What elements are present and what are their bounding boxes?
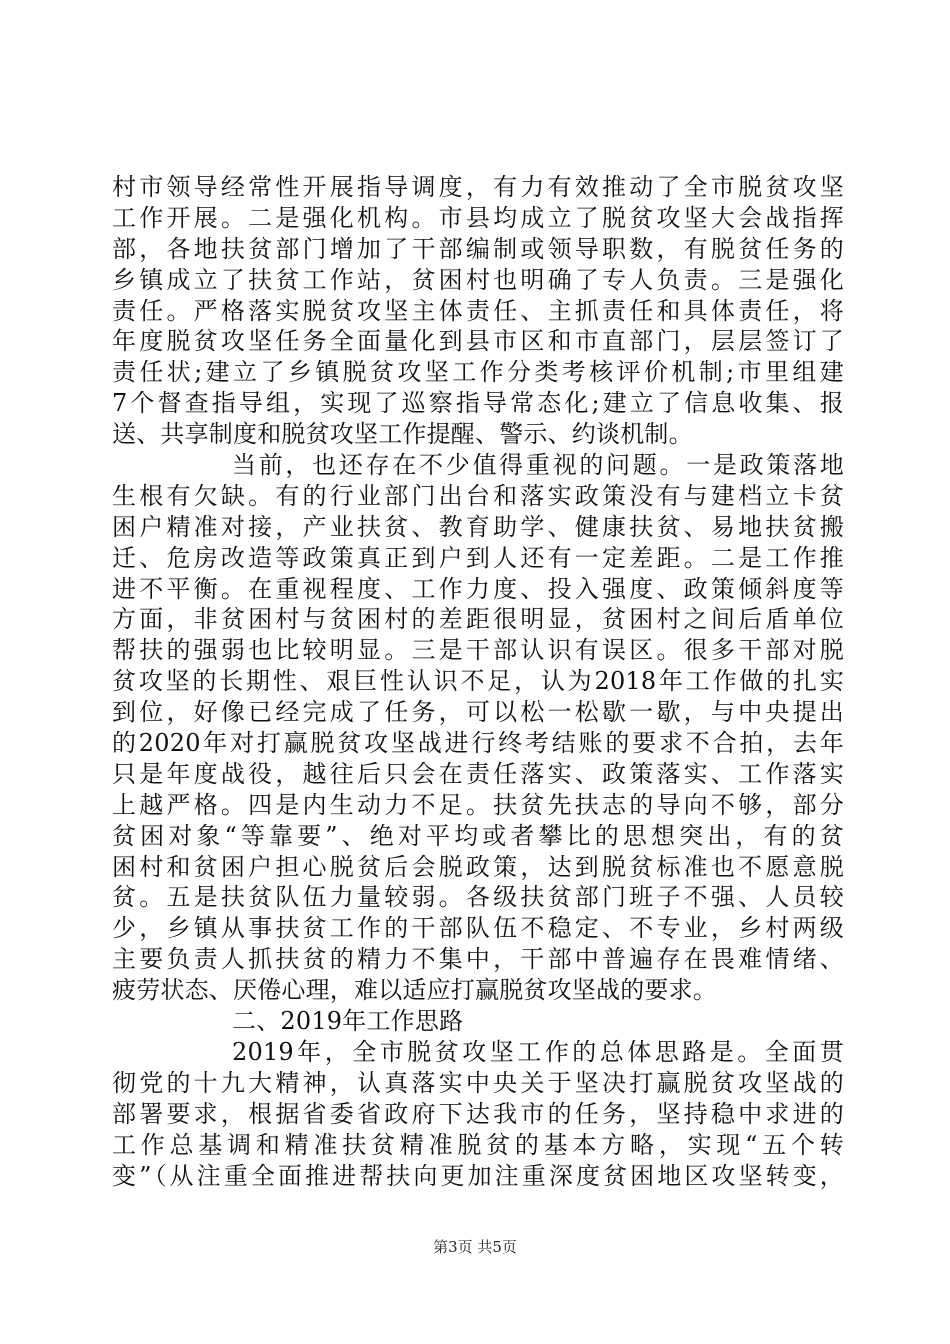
paragraph-1 — [112, 172, 844, 450]
text-line: 少，乡镇从事扶贫工作的干部队伍不稳定、不专业，乡村两级 — [112, 914, 844, 943]
text-line: 贫。五是扶贫队伍力量较弱。各级扶贫部门班子不强、人员较 — [112, 883, 844, 912]
text-line: 困村和贫困户担心脱贫后会脱政策，达到脱贫标准也不愿意脱 — [112, 852, 844, 881]
text-line: 工作开展。二是强化机构。市县均成立了脱贫攻坚大会战指挥 — [112, 203, 844, 232]
text-line: 疲劳状态、厌倦心理，难以适应打赢脱贫攻坚战的要求。 — [112, 976, 717, 1005]
text-line: 进不平衡。在重视程度、工作力度、投入强度、政策倾斜度等 — [112, 574, 844, 603]
text-line: 只是年度战役，越往后只会在责任落实、政策落实、工作落实 — [112, 759, 844, 788]
text-line: 贫困对象“等靠要”、绝对平均或者攀比的思想突出，有的贫 — [112, 821, 844, 850]
paragraph-2 — [112, 450, 844, 1006]
text-line: 2019年，全市脱贫攻坚工作的总体思路是。全面贯 — [232, 1037, 844, 1066]
text-line: 责任状;建立了乡镇脱贫攻坚工作分类考核评价机制;市里组建 — [112, 358, 844, 387]
text-line: 变”（从注重全面推进帮扶向更加注重深度贫困地区攻坚转变， — [112, 1161, 844, 1190]
text-line: 困户精准对接，产业扶贫、教育助学、健康扶贫、易地扶贫搬 — [112, 512, 844, 541]
text-line: 责任。严格落实脱贫攻坚主体责任、主抓责任和具体责任，将 — [112, 296, 844, 325]
body-text — [112, 172, 844, 1191]
text-line: 村市领导经常性开展指导调度，有力有效推动了全市脱贫攻坚 — [112, 173, 844, 201]
text-line: 贫攻坚的长期性、艰巨性认识不足，认为2018年工作做的扎实 — [112, 667, 844, 696]
text-line: 7个督查指导组，实现了巡察指导常态化;建立了信息收集、报 — [112, 389, 844, 418]
section-heading: 二、2019年工作思路 — [232, 1007, 464, 1036]
text-line: 上越严格。四是内生动力不足。扶贫先扶志的导向不够，部分 — [112, 790, 844, 819]
text-line: 送、共享制度和脱贫攻坚工作提醒、警示、约谈机制。 — [112, 420, 693, 449]
text-line: 当前，也还存在不少值得重视的问题。一是政策落地 — [232, 451, 844, 480]
text-line: 年度脱贫攻坚任务全面量化到县市区和市直部门，层层签订了 — [112, 327, 844, 356]
text-line: 帮扶的强弱也比较明显。三是干部认识有误区。很多干部对脱 — [112, 636, 844, 665]
text-line: 方面，非贫困村与贫困村的差距很明显，贫困村之间后盾单位 — [112, 605, 844, 634]
text-line: 乡镇成立了扶贫工作站，贫困村也明确了专人负责。三是强化 — [112, 265, 844, 294]
text-line: 部，各地扶贫部门增加了干部编制或领导职数，有脱贫任务的 — [112, 234, 844, 263]
text-line: 的2020年对打赢脱贫攻坚战进行终考结账的要求不合拍，去年 — [112, 729, 844, 758]
text-line: 生根有欠缺。有的行业部门出台和落实政策没有与建档立卡贫 — [112, 481, 844, 510]
text-line: 工作总基调和精准扶贫精准脱贫的基本方略，实现“五个转 — [112, 1130, 844, 1159]
page-footer: 第3页 共5页 — [433, 1238, 517, 1256]
paragraph-3 — [112, 1037, 844, 1191]
text-line: 部署要求，根据省委省政府下达我市的任务，坚持稳中求进的 — [112, 1099, 844, 1128]
text-line: 迁、危房改造等政策真正到户到人还有一定差距。二是工作推 — [112, 543, 844, 572]
text-line: 主要负责人抓扶贫的精力不集中，干部中普遍存在畏难情绪、 — [112, 945, 844, 974]
text-line: 彻党的十九大精神，认真落实中央关于坚决打赢脱贫攻坚战的 — [112, 1068, 844, 1097]
text-line: 到位，好像已经完成了任务，可以松一松歇一歇，与中央提出 — [112, 698, 844, 727]
